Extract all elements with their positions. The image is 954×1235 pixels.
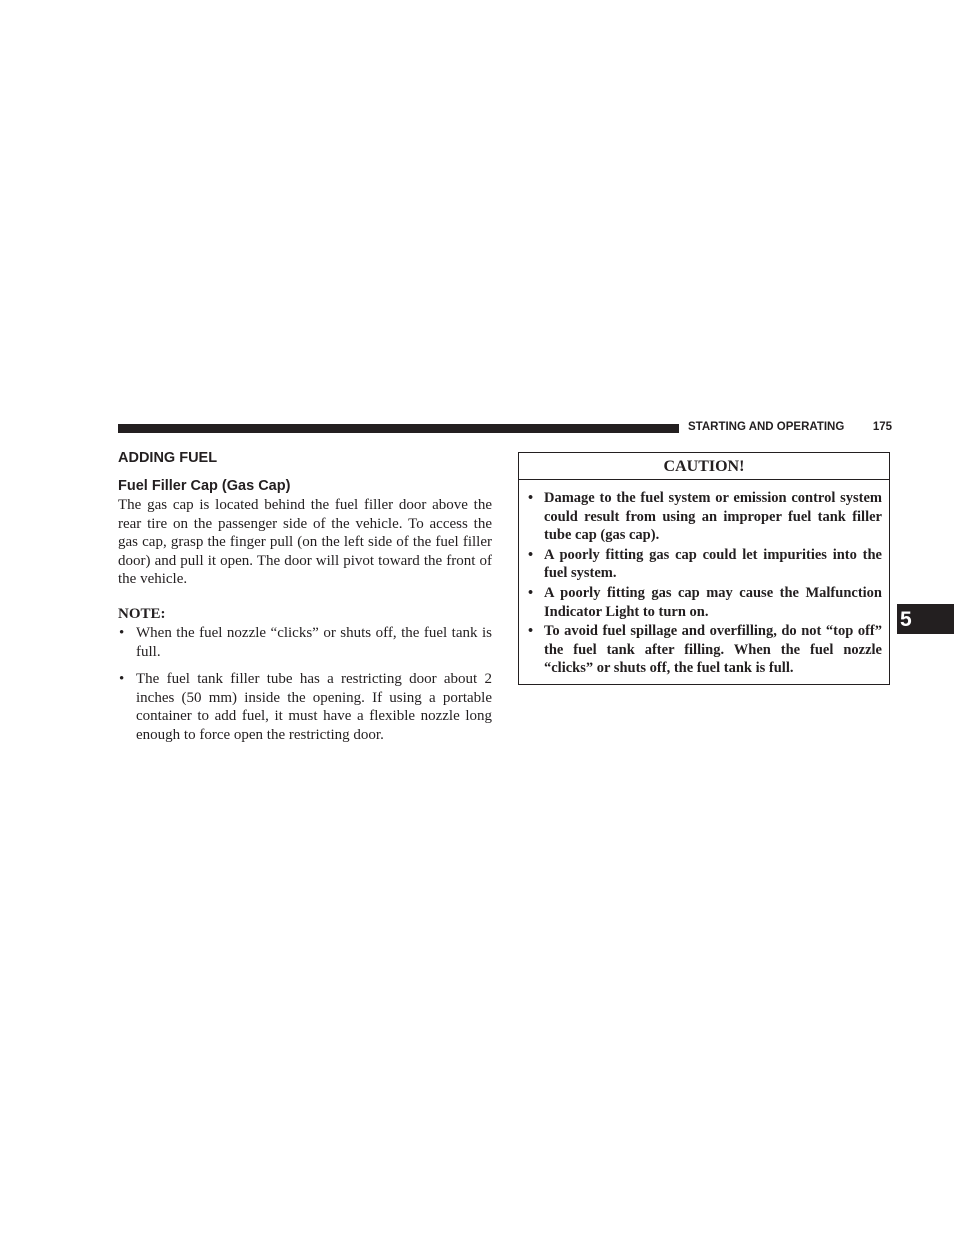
- note-label: NOTE:: [118, 605, 166, 622]
- caution-item: [527, 622, 882, 678]
- caution-item: [527, 584, 882, 621]
- page-number: 175: [872, 421, 892, 433]
- caution-text: Damage to the fuel system or emission control system could result from using an improper fuel tank filler tube cap (gas cap).: [544, 490, 882, 544]
- chapter-tab: 5: [897, 604, 954, 634]
- note-item: [118, 670, 492, 744]
- bullet-icon: •: [528, 546, 534, 563]
- bullet-icon: •: [528, 584, 534, 601]
- bullet-icon: •: [528, 623, 534, 640]
- caution-text: A poorly fitting gas cap may cause the Malfunction Indicator Light to turn on.: [544, 584, 882, 620]
- caution-item: [527, 546, 882, 583]
- note-text: The fuel tank filler tube has a restricting door about 2 inches (50 mm) inside the opening. If using a portable container to add fuel, it must have a flexible nozzle long enough to force open the restricting door.: [136, 671, 492, 743]
- note-item: [118, 624, 492, 661]
- section-title: ADDING FUEL: [118, 450, 218, 466]
- caution-list-container: [519, 480, 889, 678]
- left-column: [118, 448, 492, 745]
- caution-text: To avoid fuel spillage and overfilling, do not “top off” the fuel tank after filling. When the fuel nozzle “clicks” or shuts off, the fuel tank is full.: [544, 623, 882, 677]
- bullet-icon: •: [528, 490, 534, 506]
- header-section-title: STARTING AND OPERATING: [688, 421, 845, 433]
- caution-list: [527, 489, 882, 678]
- header-rule: [118, 424, 679, 433]
- caution-box: [518, 452, 890, 685]
- subsection-title: Fuel Filler Cap (Gas Cap): [118, 478, 291, 494]
- caution-text: A poorly fitting gas cap could let impurities into the fuel system.: [544, 546, 882, 582]
- bullet-icon: •: [119, 671, 125, 688]
- note-text: When the fuel nozzle “clicks” or shuts off, the fuel tank is full.: [136, 624, 492, 660]
- body-paragraph: The gas cap is located behind the fuel filler door above the rear tire on the passenger side of the vehicle. To access the gas cap, grasp the finger pull (on the left side of the fuel filler door) and pull it open. The door will pivot toward the front of the vehicle.: [118, 497, 492, 588]
- caution-item: [527, 489, 882, 545]
- note-list: [118, 624, 492, 745]
- running-header: [688, 420, 892, 435]
- caution-title: CAUTION!: [519, 453, 889, 480]
- bullet-icon: •: [119, 624, 125, 641]
